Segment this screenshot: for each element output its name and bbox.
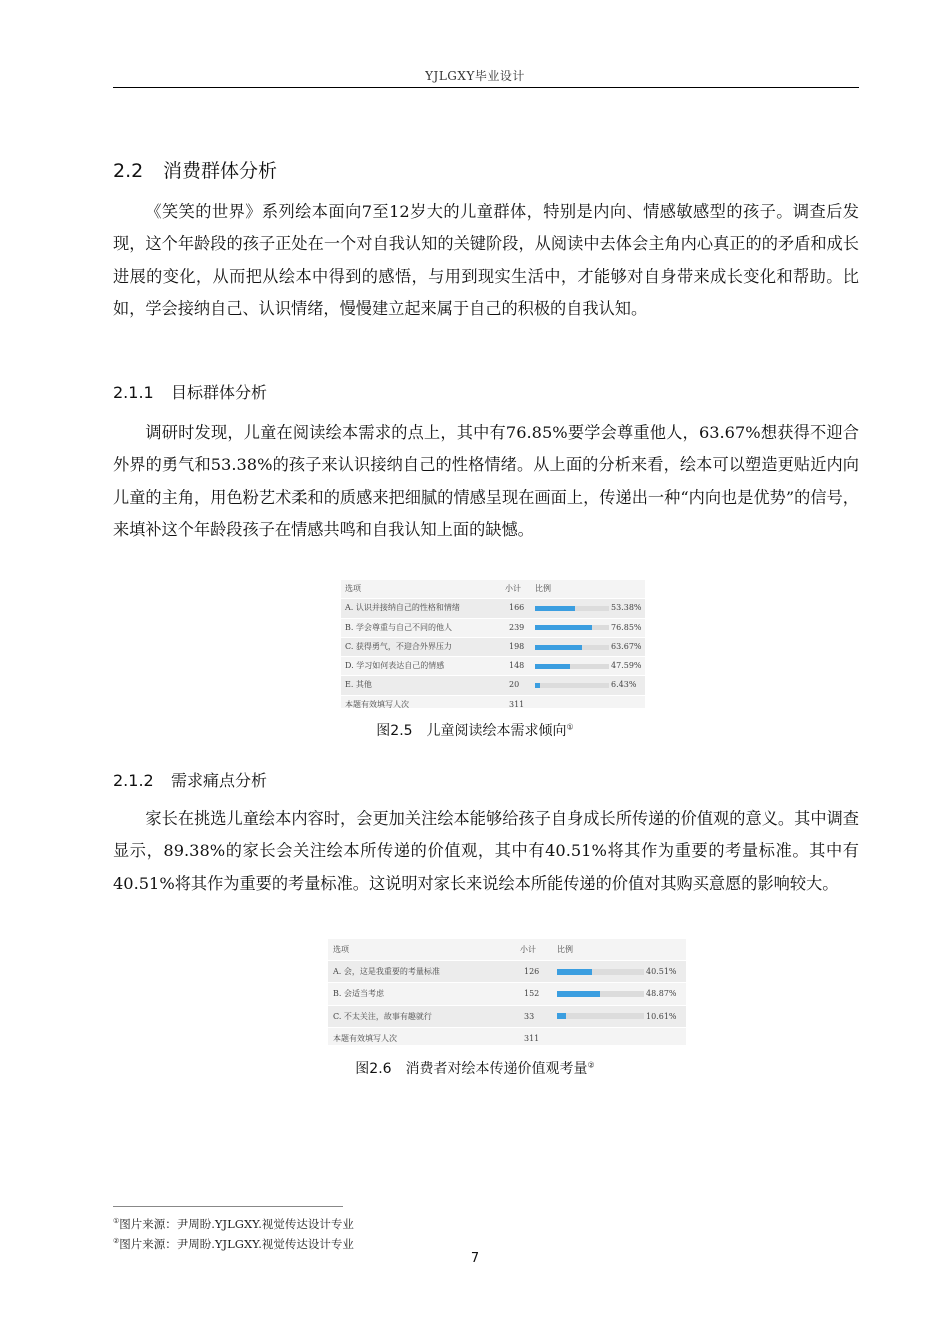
percentage-bar-fill <box>557 1013 566 1019</box>
percentage-bar <box>535 683 609 688</box>
caption-text: 图2.6 消费者对绘本传递价值观考量 <box>355 1061 588 1077</box>
figure-caption-2-6 <box>0 1058 950 1078</box>
total-label: 本题有效填写人次 <box>345 699 409 709</box>
option-count: 126 <box>524 967 540 977</box>
percentage-bar-fill <box>557 991 600 997</box>
percentage-bar-fill <box>535 625 592 630</box>
table-row <box>341 657 645 676</box>
section-title: 消费群体分析 <box>163 160 278 182</box>
section-2-1-1-paragraph: 调研时发现，儿童在阅读绘本需求的点上，其中有76.85%要学会尊重他人，63.67%想获得不迎合外界的勇气和53.38%的孩子来认识接纳自己的性格情绪。从上面的分析来看，绘本可以塑造更贴近内向儿童的主角，用色粉艺术柔和的质感来把细腻的情感呈现在画面上，传递出一种“内向也是优势”的信号，来填补这个年龄段孩子在情感共鸣和自我认知上面的缺憾。 <box>113 423 859 540</box>
footnote-marker: ② <box>587 1060 595 1070</box>
table-header-row <box>341 580 645 599</box>
section-number: 2.1.2 <box>113 771 154 790</box>
survey-table-figure-2-6 <box>328 939 686 1045</box>
percentage-label: 6.43% <box>611 680 637 690</box>
table-row <box>341 638 645 657</box>
caption-text: 图2.5 儿童阅读绘本需求倾向 <box>376 723 567 739</box>
option-count: 239 <box>509 622 525 632</box>
option-count: 152 <box>524 989 540 999</box>
header-divider <box>113 87 859 88</box>
option-label: C. 不太关注，故事有趣就行 <box>333 1011 432 1021</box>
option-count: 148 <box>509 661 525 671</box>
total-label: 本题有效填写人次 <box>333 1033 397 1043</box>
table-total-row <box>341 696 645 715</box>
percentage-bar-fill <box>557 969 592 975</box>
percentage-bar <box>535 664 609 669</box>
footnote-text: 图片来源：尹周盼.YJLGXY.视觉传达设计专业 <box>119 1217 354 1231</box>
total-count: 311 <box>509 699 525 709</box>
header-count: 小计 <box>520 945 536 954</box>
footnote-mark: ① <box>113 1217 120 1226</box>
percentage-bar-fill <box>535 645 582 650</box>
table-header-row <box>328 939 686 961</box>
footnote-text: 图片来源：尹周盼.YJLGXY.视觉传达设计专业 <box>119 1237 354 1251</box>
percentage-label: 76.85% <box>611 622 642 632</box>
percentage-bar-fill <box>535 683 540 688</box>
option-label: B. 学会尊重与自己不同的他人 <box>345 622 452 632</box>
percentage-label: 47.59% <box>611 661 642 671</box>
header-option: 选项 <box>345 584 361 593</box>
footnote-2 <box>113 1236 354 1252</box>
option-count: 198 <box>509 641 525 651</box>
section-heading-2-2 <box>113 156 277 183</box>
header-ratio: 比例 <box>557 945 573 954</box>
running-header: YJLGXY毕业设计 <box>425 69 525 83</box>
option-count: 20 <box>509 680 520 690</box>
footnote-divider <box>113 1206 343 1207</box>
total-count: 311 <box>524 1033 540 1043</box>
option-label: E. 其他 <box>345 680 372 690</box>
table-row <box>328 961 686 983</box>
option-label: B. 会适当考虑 <box>333 989 384 999</box>
percentage-label: 53.38% <box>611 603 642 613</box>
section-number: 2.2 <box>113 160 144 182</box>
table-total-row <box>328 1028 686 1050</box>
section-2-1-2-paragraph: 家长在挑选儿童绘本内容时，会更加关注绘本能够给孩子自身成长所传递的价值观的意义。其中调查显示，89.38%的家长会关注绘本所传递的价值观，其中有40.51%将其作为重要的考量标准。其中有40.51%将其作为重要的考量标准。这说明对家长来说绘本所能传递的价值对其购买意愿的影响较大。 <box>113 809 859 893</box>
percentage-bar <box>535 606 609 611</box>
percentage-bar-fill <box>535 606 575 611</box>
percentage-bar <box>557 1013 644 1019</box>
option-label: D. 学习如何表达自己的情感 <box>345 661 445 671</box>
footnote-1 <box>113 1216 354 1232</box>
survey-table-figure-2-5 <box>341 580 645 708</box>
header-option: 选项 <box>333 945 349 954</box>
section-title: 需求痛点分析 <box>171 771 268 790</box>
option-count: 166 <box>509 603 525 613</box>
option-label: A. 认识并接纳自己的性格和情绪 <box>345 603 460 613</box>
percentage-label: 48.87% <box>646 989 677 999</box>
option-label: A. 会，这是我重要的考量标准 <box>333 967 440 977</box>
section-2-2-paragraph: 《笑笑的世界》系列绘本面向7至12岁大的儿童群体，特别是内向、情感敏感型的孩子。调查后发现，这个年龄段的孩子正处在一个对自我认知的关键阶段，从阅读中去体会主角内心真正的的矛盾和成长进展的变化，从而把从绘本中得到的感悟，与用到现实生活中，才能够对自身带来成长变化和帮助。比如，学会接纳自己、认识情绪，慢慢建立起来属于自己的积极的自我认知。 <box>113 202 859 319</box>
section-heading-2-1-2 <box>113 768 267 791</box>
percentage-bar-fill <box>535 664 570 669</box>
header-ratio: 比例 <box>535 584 551 593</box>
table-row <box>328 983 686 1005</box>
option-label: C. 获得勇气，不迎合外界压力 <box>345 641 452 651</box>
percentage-label: 10.61% <box>646 1011 677 1021</box>
option-count: 33 <box>524 1011 535 1021</box>
page-number: 7 <box>470 1251 480 1266</box>
section-heading-2-1-1 <box>113 380 267 403</box>
percentage-bar <box>557 991 644 997</box>
percentage-bar <box>557 969 644 975</box>
footnote-marker: ① <box>566 722 574 732</box>
percentage-bar <box>535 625 609 630</box>
percentage-label: 63.67% <box>611 641 642 651</box>
header-count: 小计 <box>505 584 521 593</box>
footnote-mark: ② <box>113 1237 120 1246</box>
percentage-bar <box>535 645 609 650</box>
section-title: 目标群体分析 <box>171 383 268 402</box>
figure-caption-2-5 <box>0 720 950 740</box>
percentage-label: 40.51% <box>646 967 677 977</box>
table-row <box>341 599 645 618</box>
table-row <box>341 676 645 695</box>
table-row <box>341 619 645 638</box>
table-row <box>328 1006 686 1028</box>
section-number: 2.1.1 <box>113 383 154 402</box>
